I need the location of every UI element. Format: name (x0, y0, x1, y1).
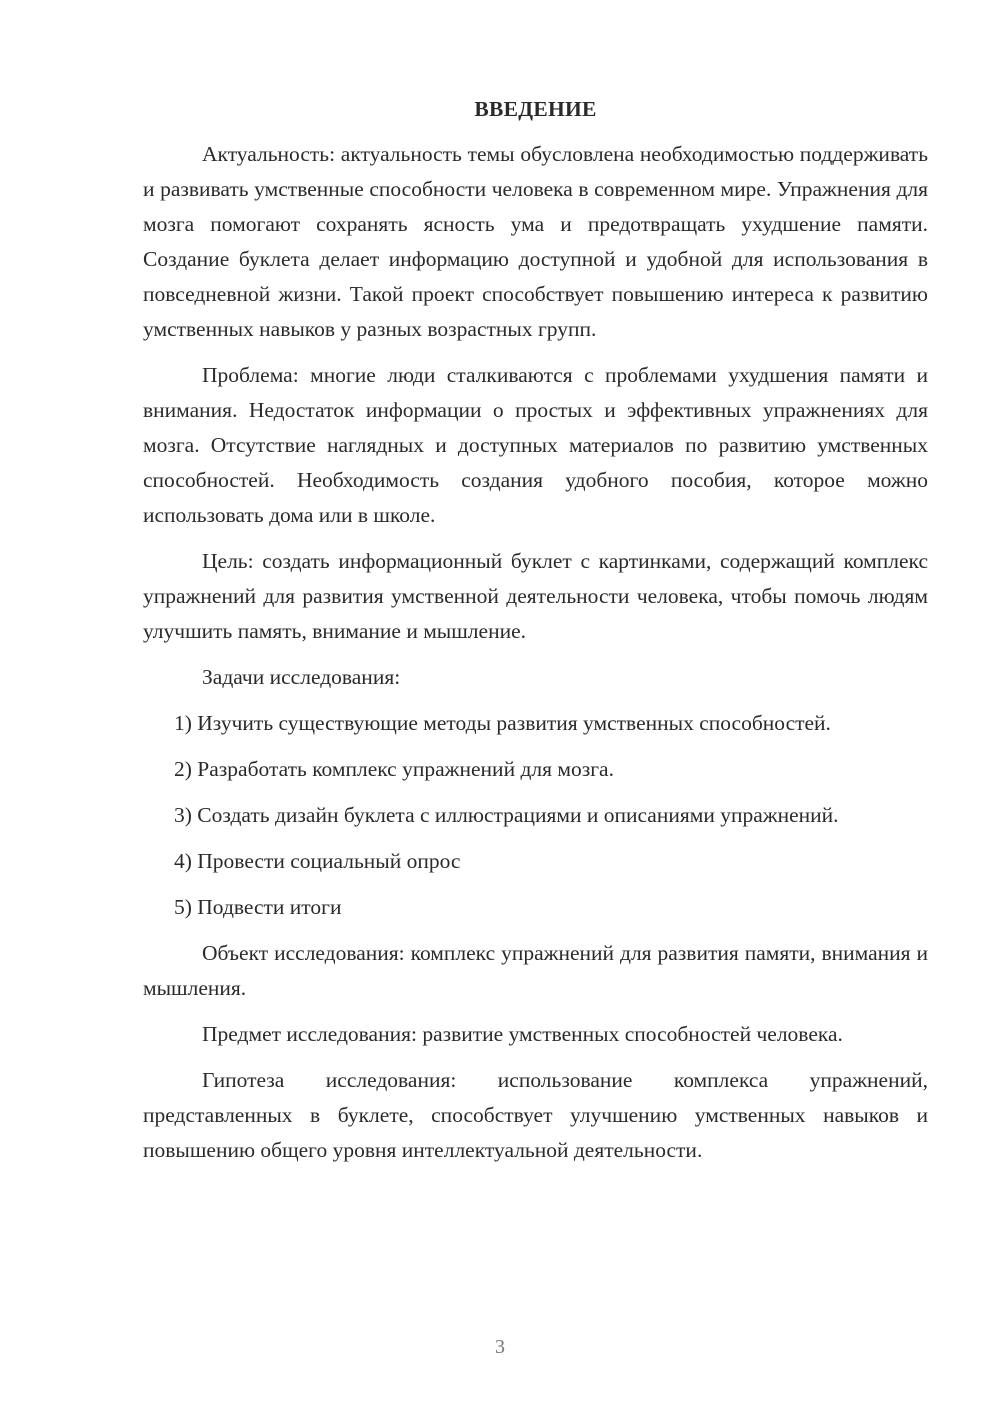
tasks-heading: Задачи исследования: (202, 665, 401, 689)
task-item: 3) Создать дизайн буклета с иллюстрациями и описаниями упражнений. (174, 803, 839, 827)
page-title: ВВЕДЕНИЕ (474, 97, 597, 121)
goal-paragraph: Цель: создать информационный буклет с картинками, содержащий комплекс упражнений для развития умственной деятельности человека, чтобы помочь людям улучшить память, внимание и мышление. (143, 549, 928, 643)
relevance-paragraph: Актуальность: актуальность темы обусловлена необходимостью поддерживать и развивать умственные способности человека в современном мире. Упражнения для мозга помогают сохранять ясность ума и предотвращать ухудшение памяти. Создание буклета делает информацию доступной и удобной для использования в повседневной жизни. Такой проект способствует повышению интереса к развитию умственных навыков у разных возрастных групп. (143, 142, 928, 341)
task-item: 4) Провести социальный опрос (174, 849, 461, 873)
subject-paragraph: Предмет исследования: развитие умственных способностей человека. (202, 1022, 843, 1046)
task-item: 5) Подвести итоги (174, 895, 342, 919)
task-item: 1) Изучить существующие методы развития умственных способностей. (174, 711, 831, 735)
problem-paragraph: Проблема: многие люди сталкиваются с проблемами ухудшения памяти и внимания. Недостаток информации о простых и эффективных упражнениях для мозга. Отсутствие наглядных и доступных материалов по развитию умственных способностей. Необходимость создания удобного пособия, которое можно использовать дома или в школе. (143, 363, 928, 527)
document-page (143, 92, 928, 1179)
object-paragraph: Объект исследования: комплекс упражнений для развития памяти, внимания и мышления. (143, 941, 928, 1000)
hypothesis-paragraph: Гипотеза исследования: использование комплекса упражнений, представленных в буклете, способствует улучшению умственных навыков и повышению общего уровня интеллектуальной деятельности. (143, 1068, 928, 1162)
task-item: 2) Разработать комплекс упражнений для мозга. (174, 757, 614, 781)
page-number: 3 (495, 1336, 505, 1358)
